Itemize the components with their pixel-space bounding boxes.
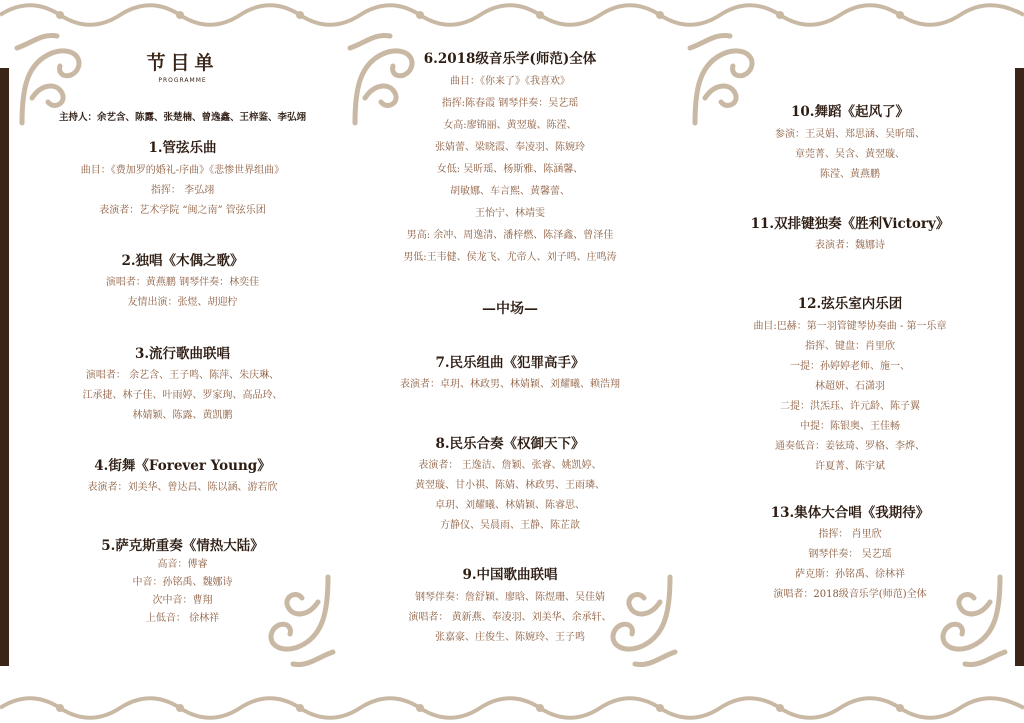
item-10-line: 参演：王灵娟、郑思涵、吴昕瑶、 — [775, 129, 925, 140]
item-13-line: 演唱者：2018级音乐学(师范)全体 — [773, 589, 927, 600]
item-12-line: 许夏菁、陈宇斌 — [815, 461, 885, 472]
item-6-line: 男低:王韦健、侯龙飞、尤帝人、刘子鸣、庄鸣涛 — [403, 252, 617, 263]
item-9-line: 钢琴伴奏：詹舒颖、廖晗、陈煜珊、吴佳婧 — [415, 592, 605, 603]
programme-title: 节目单 — [146, 52, 219, 74]
item-9-title: 9.中国歌曲联唱 — [462, 567, 558, 583]
left-edge-bar — [0, 68, 9, 666]
item-7-title: 7.民乐组曲《犯罪高手》 — [435, 355, 585, 371]
item-8-line: 黄翌璇、甘小祺、陈婧、林政男、王雨璘、 — [415, 480, 605, 491]
item-2-title: 2.独唱《木偶之歌》 — [121, 253, 244, 269]
item-3-line: 林婧颖、陈露、黄凯鹏 — [132, 410, 233, 421]
item-13-line: 萨克斯：孙铭禹、徐林祥 — [795, 569, 905, 580]
item-5-line: 高音：傅睿 — [157, 559, 208, 570]
item-6-line: 曲目：《你来了》《我喜欢》 — [450, 76, 570, 87]
programme-subtitle: PROGRAMME — [158, 77, 207, 84]
flourish-bottom-right-icon — [930, 572, 1010, 672]
item-3-title: 3.流行歌曲联唱 — [134, 346, 231, 362]
item-11-line: 表演者：魏娜诗 — [815, 240, 885, 251]
item-3-line: 演唱者： 余艺含、王子鸣、陈萍、朱庆琳、 — [85, 370, 280, 381]
item-7-line: 表演者：卓玥、林政男、林婧颖、刘耀曦、赖浩翔 — [400, 379, 620, 390]
item-8-line: 方静仪、吴晨雨、王静、陈芷歆 — [440, 520, 580, 531]
item-10-title: 10.舞蹈《起风了》 — [791, 104, 909, 120]
item-5-line: 中音：孙铭禹、魏娜诗 — [132, 577, 233, 588]
item-2-line: 友情出演：张煜、胡迎柠 — [127, 297, 238, 308]
item-6-line: 男高: 余冲、周逸清、潘梓燃、陈泽鑫、曾泽佳 — [406, 230, 614, 241]
item-12-line: 一提：孙婷婷老师、施一、 — [790, 361, 910, 372]
item-13-line: 指挥： 肖里欣 — [818, 529, 882, 540]
item-12-line: 曲目:巴赫：第一羽管键琴协奏曲 - 第一乐章 — [753, 321, 947, 332]
item-8-line: 表演者： 王逸洁、詹颖、张睿、姚凯婷、 — [418, 460, 602, 471]
item-6-line: 胡敏娜、车言熙、黄馨蕾、 — [450, 186, 570, 197]
item-8-title: 8.民乐合奏《权御天下》 — [435, 436, 585, 452]
intermission: —中场— — [482, 301, 538, 317]
item-9-line: 张嘉豪、庄俊生、陈婉玲、王子鸣 — [435, 632, 585, 643]
item-1-line: 曲目：《费加罗的婚礼-序曲》《悲惨世界组曲》 — [80, 165, 285, 176]
item-10-line: 陈滢、黄燕鹏 — [820, 169, 880, 180]
item-4-line: 表演者：刘美华、曾达昌、陈以涵、游若欣 — [87, 482, 278, 493]
item-13-title: 13.集体大合唱《我期待》 — [770, 505, 930, 521]
item-6-line: 女高:廖锦丽、黄翌璇、陈滢、 — [443, 120, 577, 131]
item-12-line: 中提：陈银奥、王佳畅 — [800, 421, 900, 432]
item-12-line: 指挥、键盘：肖里欣 — [805, 341, 895, 352]
right-edge-bar — [1015, 68, 1024, 666]
item-6-line: 女低: 吴昕瑶、杨斯雅、陈涵馨、 — [436, 164, 584, 175]
item-12-line: 林超妍、石潇羽 — [815, 381, 885, 392]
item-11-title: 11.双排键独奏《胜利Victory》 — [750, 216, 950, 232]
item-4-title: 4.街舞《Forever Young》 — [94, 458, 271, 474]
item-12-line: 通奏低音：姜铉琦、罗格、李烨、 — [775, 441, 925, 452]
item-12-line: 二提：洪炁珏、许元龄、陈子翼 — [780, 401, 920, 412]
item-1-line: 表演者：艺术学院 “闽之南” 管弦乐团 — [99, 205, 266, 216]
item-12-title: 12.弦乐室内乐团 — [797, 296, 903, 312]
item-1-line: 指挥： 李弘翊 — [150, 185, 215, 196]
item-6-title: 6.2018级音乐学(师范)全体 — [423, 51, 597, 67]
item-8-line: 卓玥、刘耀曦、林婧颖、陈睿思、 — [435, 500, 585, 511]
top-border-scroll-icon — [0, 0, 1024, 30]
item-13-line: 钢琴伴奏： 吴艺瑶 — [808, 549, 892, 560]
item-6-line: 王怡宁、林靖雯 — [475, 208, 545, 219]
hosts-line: 主持人：余艺含、陈露、张楚楠、曾逸鑫、王梓鉴、李弘翊 — [58, 112, 306, 123]
item-6-line: 指挥:陈春霞 钢琴伴奏：吴艺瑶 — [441, 98, 579, 109]
item-2-line: 演唱者：黄燕鹏 钢琴伴奏：林奕佳 — [105, 277, 260, 288]
item-5-title: 5.萨克斯重奏《情热大陆》 — [101, 538, 264, 554]
bottom-border-scroll-icon — [0, 693, 1024, 723]
item-9-line: 演唱者： 黄新燕、奉凌羽、刘美华、余承轩、 — [408, 612, 612, 623]
item-6-line: 张婧蕾、梁晓霞、奉凌羽、陈婉玲 — [435, 142, 585, 153]
item-10-line: 章莞菁、吴含、黄翌璇、 — [795, 149, 905, 160]
item-3-line: 江承捷、林子佳、叶雨婷、罗家珣、高品玲、 — [82, 390, 283, 401]
item-5-line: 上低音： 徐林祥 — [145, 613, 220, 624]
item-5-line: 次中音：曹翔 — [152, 595, 213, 606]
item-1-title: 1.管弦乐曲 — [148, 140, 217, 156]
